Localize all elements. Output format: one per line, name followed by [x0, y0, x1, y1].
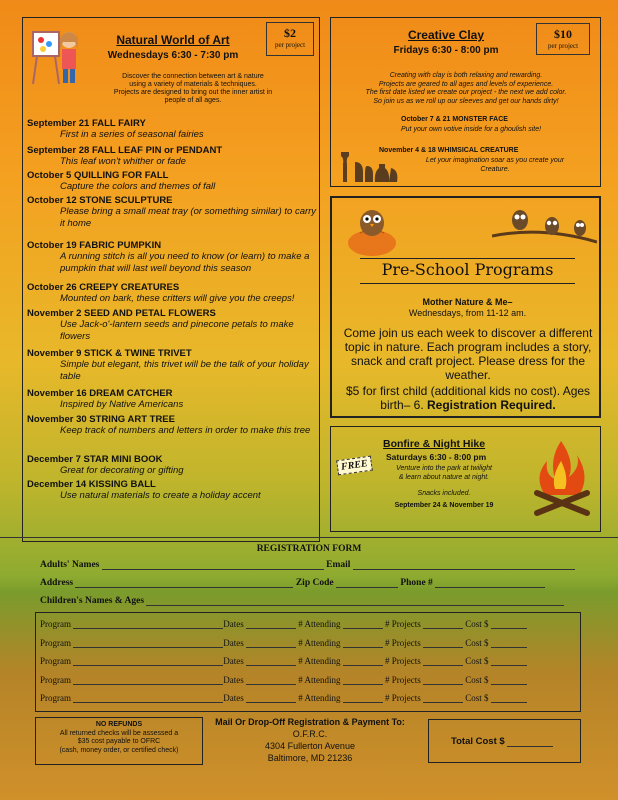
program-row — [40, 619, 527, 629]
email-label: Email — [326, 560, 351, 570]
clay-price-box — [536, 23, 590, 55]
program-field[interactable] — [73, 694, 223, 703]
art-event-desc: Use Jack-o'-lantern seeds and pinecone petals to make flowers — [60, 319, 294, 342]
no-refunds-title: NO REFUNDS — [95, 721, 143, 728]
projects-field[interactable] — [423, 676, 463, 685]
bonfire-snacks: Snacks included. — [417, 490, 471, 497]
attending-field[interactable] — [343, 620, 383, 629]
cost-label: Cost $ — [465, 619, 489, 629]
projects-field[interactable] — [423, 639, 463, 648]
owls-on-branch-icon — [492, 206, 597, 252]
program-field[interactable] — [73, 657, 223, 666]
attending-field[interactable] — [343, 657, 383, 666]
art-event-desc: This leaf won't whither or fade — [60, 156, 186, 167]
bonfire-desc: Venture into the park at twilight & learn about nature at night. — [396, 465, 492, 481]
dates-label: Dates — [223, 656, 244, 666]
attending-field[interactable] — [343, 639, 383, 648]
zip-code-label: Zip Code — [295, 578, 334, 588]
clay-time: Fridays 6:30 - 8:00 pm — [393, 45, 499, 56]
zip-code-field[interactable] — [336, 579, 398, 588]
program-label: Program — [40, 693, 71, 703]
program-field[interactable] — [73, 639, 223, 648]
preschool-time: Wednesdays, from 11-12 am. — [408, 308, 527, 318]
program-label: Program — [40, 656, 71, 666]
attending-label: # Attending — [298, 693, 341, 703]
adults-names-label: Adults' Names — [40, 560, 100, 570]
clay-price-unit: per project — [547, 42, 579, 50]
bonfire-dates: September 24 & November 19 — [394, 502, 494, 509]
art-price: $2 — [284, 26, 296, 40]
program-label: Program — [40, 619, 71, 629]
total-cost-box — [428, 719, 581, 763]
art-event — [27, 308, 317, 343]
preschool-title: Pre-School Programs — [360, 258, 575, 284]
program-row — [40, 656, 527, 666]
art-event-desc: Keep track of numbers and letters in order to make this tree — [60, 425, 311, 436]
art-event-title: October 19 FABRIC PUMPKIN — [27, 240, 162, 251]
art-event-desc: Use natural materials to create a holiday accent — [60, 490, 261, 501]
cost-label: Cost $ — [465, 656, 489, 666]
art-event-title: November 2 SEED AND PETAL FLOWERS — [27, 308, 216, 319]
art-event — [27, 195, 317, 230]
art-event — [27, 170, 317, 193]
art-event-desc: Mounted on bark, these critters will give you the creeps! — [60, 293, 295, 304]
art-event-desc: Capture the colors and themes of fall — [60, 181, 216, 192]
projects-field[interactable] — [423, 657, 463, 666]
registration-title: REGISTRATION FORM — [256, 544, 362, 554]
cost-field[interactable] — [491, 657, 527, 666]
clay-event-2-title: November 4 & 18 WHIMSICAL CREATURE — [379, 147, 519, 154]
art-event — [27, 414, 317, 437]
address-row — [40, 578, 545, 588]
art-event-desc: Great for decorating or gifting — [60, 465, 184, 476]
art-event-title: September 21 FALL FAIRY — [27, 118, 146, 129]
adults-names-field[interactable] — [102, 561, 324, 570]
dates-label: Dates — [223, 674, 244, 685]
attending-label: # Attending — [298, 674, 341, 685]
art-event — [27, 454, 317, 477]
art-event-desc: Simple but elegant, this trivet will be the talk of your holiday table — [60, 359, 309, 382]
art-time: Wednesdays 6:30 - 7:30 pm — [107, 50, 239, 61]
art-event-title: September 28 FALL LEAF PIN or PENDANT — [27, 145, 223, 156]
program-row — [40, 638, 527, 648]
clay-title: Creative Clay — [407, 28, 485, 42]
phone-field[interactable] — [435, 579, 545, 588]
address-label: Address — [40, 578, 74, 588]
children-row — [40, 596, 564, 606]
attending-label: # Attending — [298, 619, 341, 629]
dates-field[interactable] — [246, 657, 296, 666]
dates-field[interactable] — [246, 620, 296, 629]
art-event-title: October 5 QUILLING FOR FALL — [27, 170, 169, 181]
attending-field[interactable] — [343, 676, 383, 685]
preschool-description: Come join us each week to discover a different topic in nature. Each program includes a story, snack and craft project. Please dress for the weather. — [343, 326, 593, 382]
dates-label: Dates — [223, 637, 244, 648]
free-badge: FREE — [336, 456, 372, 476]
clay-price: $10 — [554, 27, 572, 41]
art-event-desc: A running stitch is all you need to know (or learn) to make a pumpkin that will last well beyond this season — [60, 251, 310, 274]
art-title: Natural World of Art — [116, 33, 230, 47]
art-event-title: November 30 STRING ART TREE — [27, 414, 175, 425]
projects-label: # Projects — [385, 637, 421, 648]
children-label: Children's Names & Ages — [40, 596, 145, 606]
attending-label: # Attending — [298, 637, 341, 648]
form-divider — [0, 537, 618, 538]
cost-field[interactable] — [491, 694, 527, 703]
cost-label: Cost $ — [465, 693, 489, 703]
bonfire-time: Saturdays 6:30 - 8:00 pm — [386, 452, 487, 462]
cost-label: Cost $ — [465, 637, 489, 648]
cost-field[interactable] — [491, 676, 527, 685]
art-event — [27, 388, 317, 411]
registration-required: Registration Required. — [427, 398, 556, 412]
projects-label: # Projects — [385, 656, 421, 666]
projects-label: # Projects — [385, 693, 421, 703]
art-event-title: December 14 KISSING BALL — [27, 479, 156, 490]
art-event-desc: Please bring a small meat tray (or something similar) to carry it home — [60, 206, 317, 229]
phone-label: Phone # — [400, 578, 433, 588]
projects-label: # Projects — [385, 674, 421, 685]
art-event-desc: First in a series of seasonal fairies — [60, 129, 204, 140]
art-event — [27, 118, 317, 141]
dates-field[interactable] — [246, 676, 296, 685]
art-event — [27, 348, 317, 383]
dates-label: Dates — [223, 619, 244, 629]
adults-names-row — [40, 560, 575, 570]
program-label: Program — [40, 674, 71, 685]
attending-field[interactable] — [343, 694, 383, 703]
city-state-zip: Baltimore, MD 21236 — [267, 753, 353, 763]
campfire-icon — [531, 437, 593, 519]
attending-label: # Attending — [298, 656, 341, 666]
owl-pumpkin-icon — [342, 203, 402, 257]
bonfire-program-box — [330, 426, 601, 532]
art-event-title: October 12 STONE SCULPTURE — [27, 195, 173, 206]
mail-instructions: Mail Or Drop-Off Registration & Payment To: — [215, 717, 405, 727]
org-name: O.F.R.C. — [292, 729, 328, 739]
mailing-address — [200, 716, 420, 764]
clay-event-1-title: October 7 & 21 MONSTER FACE — [401, 116, 508, 123]
total-cost-field[interactable] — [507, 738, 553, 747]
program-row — [40, 693, 527, 703]
no-refunds-box: NO REFUNDS All returned checks will be assessed a $35 cost payable to OFRC (cash, money order, or certified check) — [35, 717, 203, 765]
projects-field[interactable] — [423, 620, 463, 629]
cost-label: Cost $ — [465, 674, 489, 685]
clay-event-1-desc: Put your own votive inside for a ghoulish site! — [401, 126, 542, 133]
art-event-title: October 26 CREEPY CREATURES — [27, 282, 180, 293]
address-field[interactable] — [75, 579, 293, 588]
email-field[interactable] — [353, 561, 575, 570]
clay-event-2-desc: Let your imagination soar as you create your Creature. — [425, 157, 565, 173]
art-event-desc: Inspired by Native Americans — [60, 399, 184, 410]
preschool-fee: $5 for first child (additional kids no cost). Ages birth– 6. Registration Required. — [345, 384, 591, 412]
art-event — [27, 479, 317, 502]
street-address: 4304 Fullerton Avenue — [265, 741, 355, 751]
art-price-box — [266, 22, 314, 56]
art-event — [27, 282, 317, 305]
projects-label: # Projects — [385, 619, 421, 629]
dates-field[interactable] — [246, 639, 296, 648]
art-event — [27, 145, 317, 168]
children-field[interactable] — [146, 597, 564, 606]
program-field[interactable] — [73, 676, 223, 685]
clay-pots-icon — [337, 150, 401, 184]
art-event-title: November 16 DREAM CATCHER — [27, 388, 173, 399]
cost-field[interactable] — [491, 620, 527, 629]
total-cost-label: Total Cost $ — [451, 736, 505, 747]
program-label: Program — [40, 637, 71, 648]
art-program-box — [22, 17, 320, 542]
preschool-subtitle: Mother Nature & Me– — [422, 297, 513, 307]
cost-field[interactable] — [491, 639, 527, 648]
projects-field[interactable] — [423, 694, 463, 703]
art-intro: Discover the connection between art & nature using a variety of materials & techniques. Projects are designed to bring out the inner artist in people of all ages. — [113, 73, 273, 104]
art-event — [27, 240, 317, 275]
art-price-unit: per project — [274, 41, 306, 49]
dates-label: Dates — [223, 693, 244, 703]
art-event-title: December 7 STAR MINI BOOK — [27, 454, 163, 465]
program-row — [40, 675, 527, 685]
clay-program-box — [330, 17, 601, 187]
program-field[interactable] — [73, 620, 223, 629]
clay-intro: Creating with clay is both relaxing and rewarding. Projects are geared to all ages and levels of experience. The first date listed we create our project - the next we add color. So join us as we roll up our sleeves and get our hands dirty! — [365, 72, 567, 105]
bonfire-title: Bonfire & Night Hike — [383, 438, 486, 450]
art-event-title: November 9 STICK & TWINE TRIVET — [27, 348, 192, 359]
preschool-program-box — [330, 196, 601, 418]
dates-field[interactable] — [246, 694, 296, 703]
